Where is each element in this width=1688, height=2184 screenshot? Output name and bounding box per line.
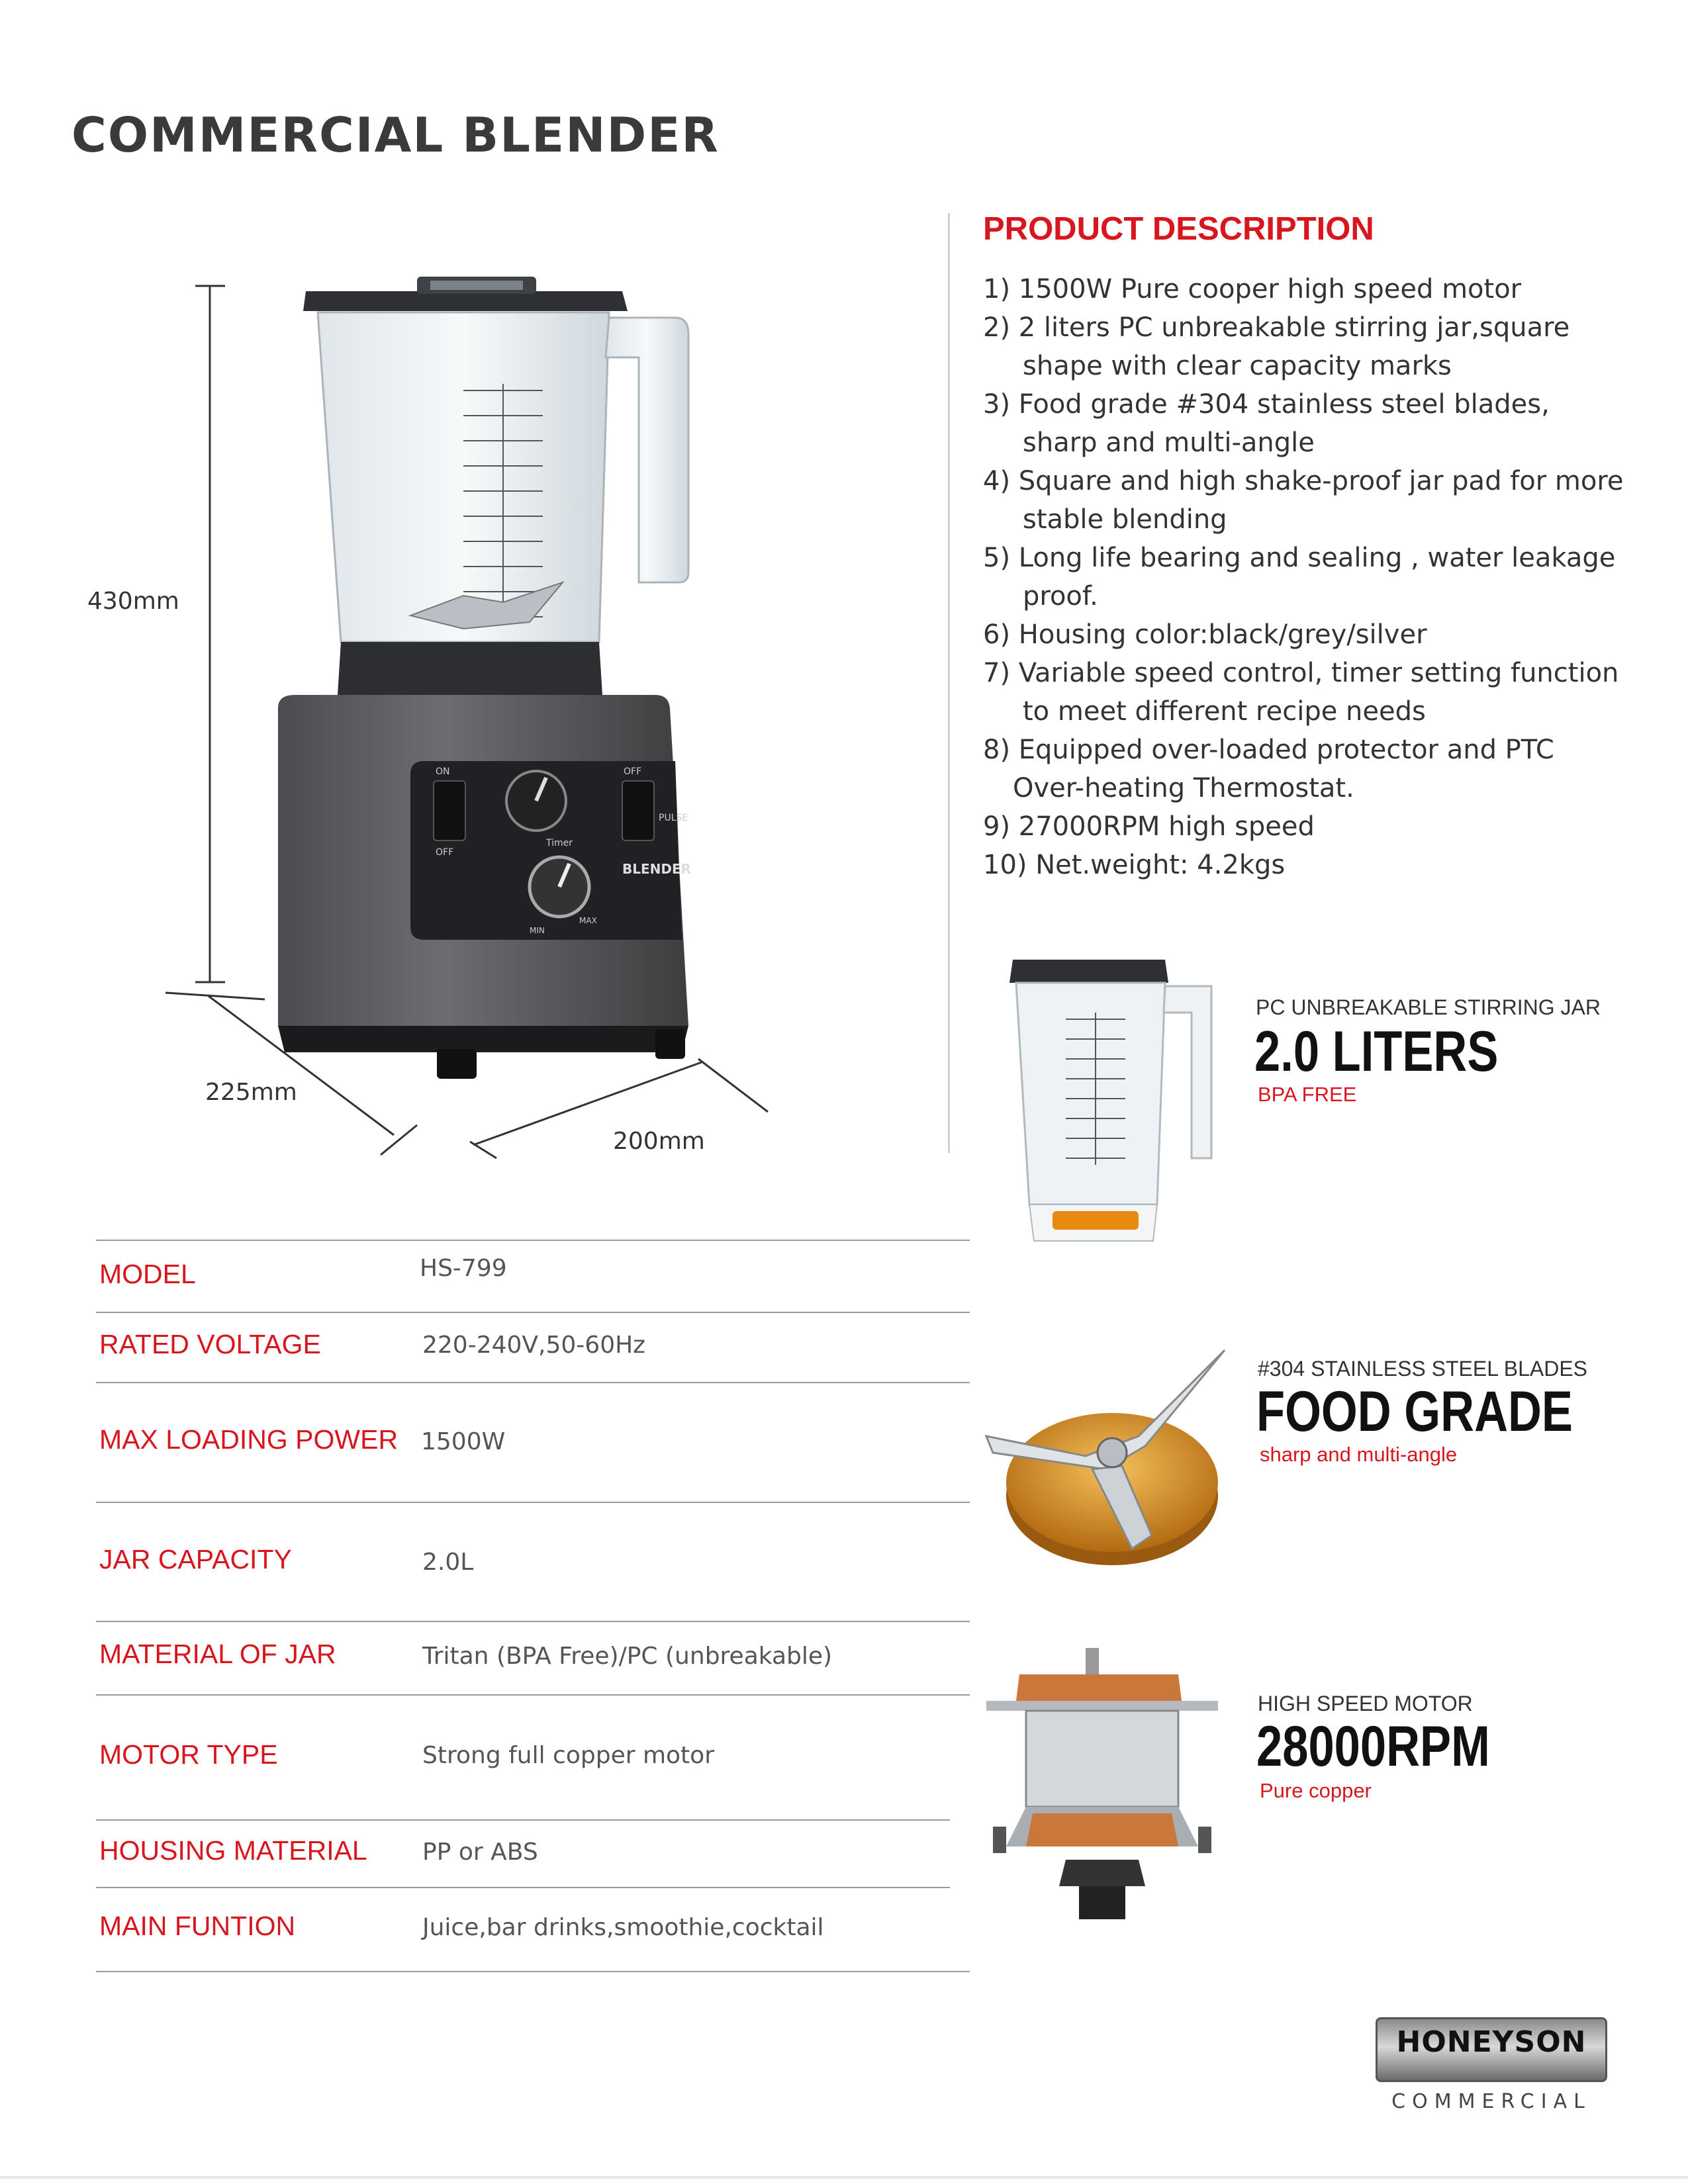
blades-image: [980, 1337, 1244, 1575]
spec-value-material: Tritan (BPA Free)/PC (unbreakable): [422, 1643, 833, 1670]
spec-label-motor: MOTOR TYPE: [99, 1739, 278, 1770]
brand-logo-text: HONEYSON: [1396, 2025, 1587, 2059]
motor-image: [980, 1648, 1225, 1926]
panel-brand: BLENDER: [622, 861, 692, 877]
feature-blades-title: FOOD GRADE: [1256, 1380, 1573, 1443]
list-item: 8) Equipped over-loaded protector and PTC Over-heating Thermostat.: [983, 735, 1554, 803]
panel-pulse: PULSE: [659, 813, 688, 823]
list-item: 2) 2 liters PC unbreakable stirring jar,square shape with clear capacity marks: [983, 312, 1570, 381]
panel-min: MIN: [530, 926, 545, 935]
list-item: 9) 27000RPM high speed: [983, 811, 1315, 842]
spec-value-voltage: 220-240V,50-60Hz: [422, 1332, 646, 1359]
list-item: 5) Long life bearing and sealing , water leakage proof.: [983, 543, 1616, 612]
spec-label-model: MODEL: [99, 1259, 196, 1289]
list-item: 10) Net.weight: 4.2kgs: [983, 850, 1286, 880]
spec-value-power: 1500W: [421, 1428, 506, 1455]
spec-rule: [96, 1694, 970, 1696]
spec-rule: [96, 1621, 970, 1622]
vertical-divider: [948, 213, 950, 1153]
spec-label-material: MATERIAL OF JAR: [99, 1639, 336, 1669]
feature-jar-caption: PC UNBREAKABLE STIRRING JAR: [1256, 995, 1601, 1019]
list-item: 6) Housing color:black/grey/silver: [983, 619, 1427, 650]
list-item: 3) Food grade #304 stainless steel blades, sharp and multi-angle: [983, 389, 1550, 458]
spec-value-motor: Strong full copper motor: [422, 1742, 714, 1769]
feature-blades-caption: #304 STAINLESS STEEL BLADES: [1258, 1357, 1588, 1381]
panel-off: OFF: [436, 847, 454, 858]
spec-rule: [96, 1312, 970, 1313]
panel-max: MAX: [579, 916, 597, 925]
height-label: 430mm: [87, 588, 179, 615]
panel-timer: Timer: [546, 838, 573, 848]
spec-rule: [96, 1819, 950, 1821]
description-list: [983, 270, 1671, 884]
spec-value-model: HS-799: [420, 1255, 507, 1282]
spec-rule: [96, 1502, 970, 1503]
feature-motor-title: 28000RPM: [1256, 1715, 1490, 1778]
description-heading: PRODUCT DESCRIPTION: [983, 211, 1374, 247]
brand-logo-sub: COMMERCIAL: [1391, 2090, 1591, 2113]
feature-jar-sub: BPA FREE: [1258, 1083, 1357, 1106]
blender-image: [265, 271, 741, 1092]
spec-label-power: MAX LOADING POWER: [99, 1424, 399, 1455]
feature-jar-title: 2.0 LITERS: [1254, 1020, 1499, 1083]
width-label: 200mm: [613, 1128, 705, 1155]
panel-off2: OFF: [624, 766, 642, 777]
feature-blades-sub: sharp and multi-angle: [1260, 1443, 1458, 1466]
spec-value-housing: PP or ABS: [422, 1839, 538, 1866]
spec-rule: [96, 1382, 970, 1383]
spec-value-capacity: 2.0L: [422, 1549, 474, 1576]
spec-label-function: MAIN FUNTION: [99, 1911, 296, 1941]
spec-rule: [96, 1887, 950, 1888]
bottom-rule: [0, 2176, 1688, 2179]
panel-on: ON: [436, 766, 450, 777]
spec-label-capacity: JAR CAPACITY: [99, 1544, 292, 1574]
list-item: 4) Square and high shake-proof jar pad for more stable blending: [983, 466, 1624, 535]
feature-motor-caption: HIGH SPEED MOTOR: [1258, 1692, 1473, 1715]
spec-rule: [96, 1971, 970, 1972]
jar-image: [1000, 946, 1225, 1257]
list-item: 7) Variable speed control, timer setting function to meet different recipe needs: [983, 658, 1619, 727]
depth-label: 225mm: [205, 1079, 297, 1106]
spec-label-housing: HOUSING MATERIAL: [99, 1835, 367, 1866]
spec-label-voltage: RATED VOLTAGE: [99, 1329, 321, 1359]
feature-motor-sub: Pure copper: [1260, 1779, 1372, 1802]
list-item: 1) 1500W Pure cooper high speed motor: [983, 274, 1522, 304]
page-title: COMMERCIAL BLENDER: [71, 107, 720, 163]
spec-rule: [96, 1240, 970, 1241]
spec-value-function: Juice,bar drinks,smoothie,cocktail: [422, 1914, 824, 1941]
